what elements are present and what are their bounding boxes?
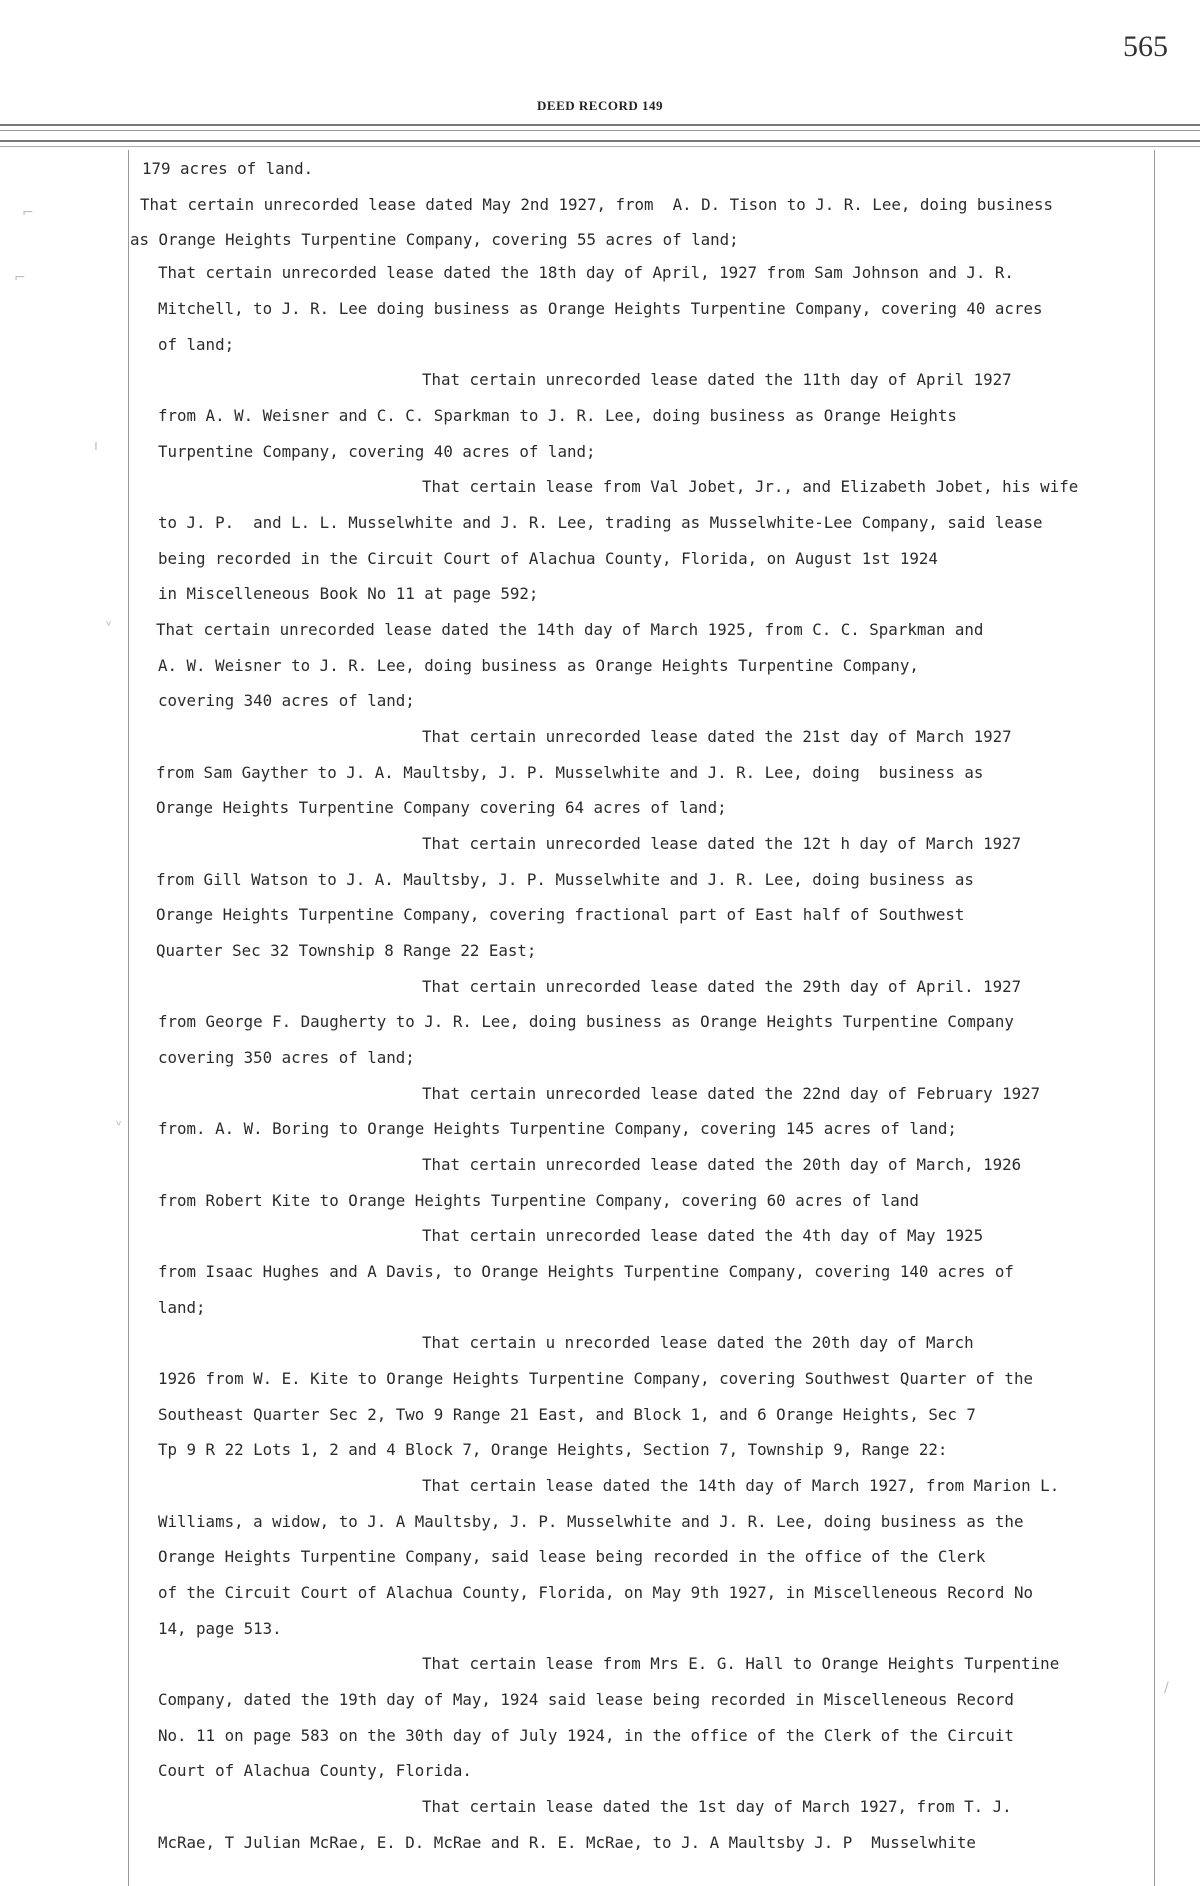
text-line: land;: [158, 1298, 206, 1317]
text-line: in Miscelleneous Book No 11 at page 592;: [158, 584, 539, 603]
text-line: That certain unrecorded lease dated the 20th day of March, 1926: [422, 1155, 1022, 1174]
deed-text: [130, 154, 1168, 1852]
text-line: That certain lease dated the 14th day of March 1927, from Marion L.: [422, 1476, 1060, 1495]
text-line: That certain unrecorded lease dated the 14th day of March 1925, from C. C. Sparkman and: [156, 620, 984, 639]
text-line: from Robert Kite to Orange Heights Turpentine Company, covering 60 acres of land: [158, 1191, 919, 1210]
text-line: of the Circuit Court of Alachua County, Florida, on May 9th 1927, in Miscelleneous Record No: [158, 1583, 1033, 1602]
text-line: from George F. Daugherty to J. R. Lee, doing business as Orange Heights Turpentine Company: [158, 1012, 1014, 1031]
margin-mark: /: [1164, 1680, 1169, 1696]
record-title: DEED RECORD 149: [537, 98, 663, 113]
header-rule: [0, 130, 1200, 131]
text-line: That certain u nrecorded lease dated the 20th day of March: [422, 1333, 974, 1352]
text-line: That certain lease dated the 1st day of March 1927, from T. J.: [422, 1797, 1012, 1816]
text-line: Turpentine Company, covering 40 acres of land;: [158, 442, 596, 461]
text-line: Williams, a widow, to J. A Maultsby, J. P. Musselwhite and J. R. Lee, doing business as the: [158, 1512, 1024, 1531]
text-line: as Orange Heights Turpentine Company, covering 55 acres of land;: [130, 230, 739, 249]
text-line: Southeast Quarter Sec 2, Two 9 Range 21 East, and Block 1, and 6 Orange Heights, Sec 7: [158, 1405, 976, 1424]
text-line: Orange Heights Turpentine Company covering 64 acres of land;: [156, 798, 727, 817]
text-line: from Sam Gayther to J. A. Maultsby, J. P. Musselwhite and J. R. Lee, doing business as: [156, 763, 984, 782]
text-line: Tp 9 R 22 Lots 1, 2 and 4 Block 7, Orange Heights, Section 7, Township 9, Range 22:: [158, 1440, 948, 1459]
text-line: 179 acres of land.: [142, 159, 314, 178]
header-rule: [0, 124, 1200, 126]
text-line: covering 340 acres of land;: [158, 691, 415, 710]
text-line: That certain unrecorded lease dated the 12t h day of March 1927: [422, 834, 1022, 853]
margin-mark: ⌐: [22, 205, 34, 221]
text-line: from. A. W. Boring to Orange Heights Turpentine Company, covering 145 acres of land;: [158, 1119, 957, 1138]
margin-mark: ᵛ: [106, 618, 112, 634]
text-line: being recorded in the Circuit Court of Alachua County, Florida, on August 1st 1924: [158, 549, 938, 568]
text-line: Company, dated the 19th day of May, 1924 said lease being recorded in Miscelleneous Record: [158, 1690, 1014, 1709]
text-line: Orange Heights Turpentine Company, covering fractional part of East half of Southwest: [156, 905, 965, 924]
text-line: That certain unrecorded lease dated the 22nd day of February 1927: [422, 1084, 1041, 1103]
text-line: That certain unrecorded lease dated the 29th day of April. 1927: [422, 977, 1022, 996]
header-rule: [0, 146, 1200, 147]
text-line: Court of Alachua County, Florida.: [158, 1761, 472, 1780]
text-line: That certain lease from Val Jobet, Jr., and Elizabeth Jobet, his wife: [422, 477, 1079, 496]
text-line: McRae, T Julian McRae, E. D. McRae and R. E. McRae, to J. A Maultsby J. P Musselwhite: [158, 1833, 976, 1852]
text-line: from Gill Watson to J. A. Maultsby, J. P. Musselwhite and J. R. Lee, doing business as: [156, 870, 974, 889]
text-line: A. W. Weisner to J. R. Lee, doing business as Orange Heights Turpentine Company,: [158, 656, 919, 675]
text-line: from A. W. Weisner and C. C. Sparkman to J. R. Lee, doing business as Orange Heights: [158, 406, 957, 425]
margin-mark: ı: [94, 438, 98, 454]
text-line: That certain unrecorded lease dated May 2nd 1927, from A. D. Tison to J. R. Lee, doing business: [140, 195, 1054, 214]
margin-mark: ⌐: [14, 270, 26, 286]
text-line: Mitchell, to J. R. Lee doing business as Orange Heights Turpentine Company, covering 40 acres: [158, 299, 1043, 318]
page-number: 565: [1123, 30, 1168, 63]
text-line: No. 11 on page 583 on the 30th day of July 1924, in the office of the Clerk of the Circuit: [158, 1726, 1014, 1745]
header-rule: [0, 140, 1200, 142]
text-line: from Isaac Hughes and A Davis, to Orange Heights Turpentine Company, covering 140 acres of: [158, 1262, 1014, 1281]
text-line: That certain lease from Mrs E. G. Hall to Orange Heights Turpentine: [422, 1654, 1060, 1673]
text-line: to J. P. and L. L. Musselwhite and J. R. Lee, trading as Musselwhite-Lee Company, said lease: [158, 513, 1043, 532]
text-line: covering 350 acres of land;: [158, 1048, 415, 1067]
text-line: 1926 from W. E. Kite to Orange Heights Turpentine Company, covering Southwest Quarter of the: [158, 1369, 1033, 1388]
left-margin-line: [128, 150, 129, 1886]
text-line: That certain unrecorded lease dated the 11th day of April 1927: [422, 370, 1012, 389]
text-line: 14, page 513.: [158, 1619, 282, 1638]
margin-mark: ᵛ: [116, 1118, 122, 1134]
text-line: Quarter Sec 32 Township 8 Range 22 East;: [156, 941, 537, 960]
text-line: That certain unrecorded lease dated the 21st day of March 1927: [422, 727, 1012, 746]
text-line: of land;: [158, 335, 235, 354]
text-line: Orange Heights Turpentine Company, said lease being recorded in the office of the Clerk: [158, 1547, 986, 1566]
text-line: That certain unrecorded lease dated the 18th day of April, 1927 from Sam Johnson and J. R.: [158, 263, 1014, 282]
text-line: That certain unrecorded lease dated the 4th day of May 1925: [422, 1226, 984, 1245]
